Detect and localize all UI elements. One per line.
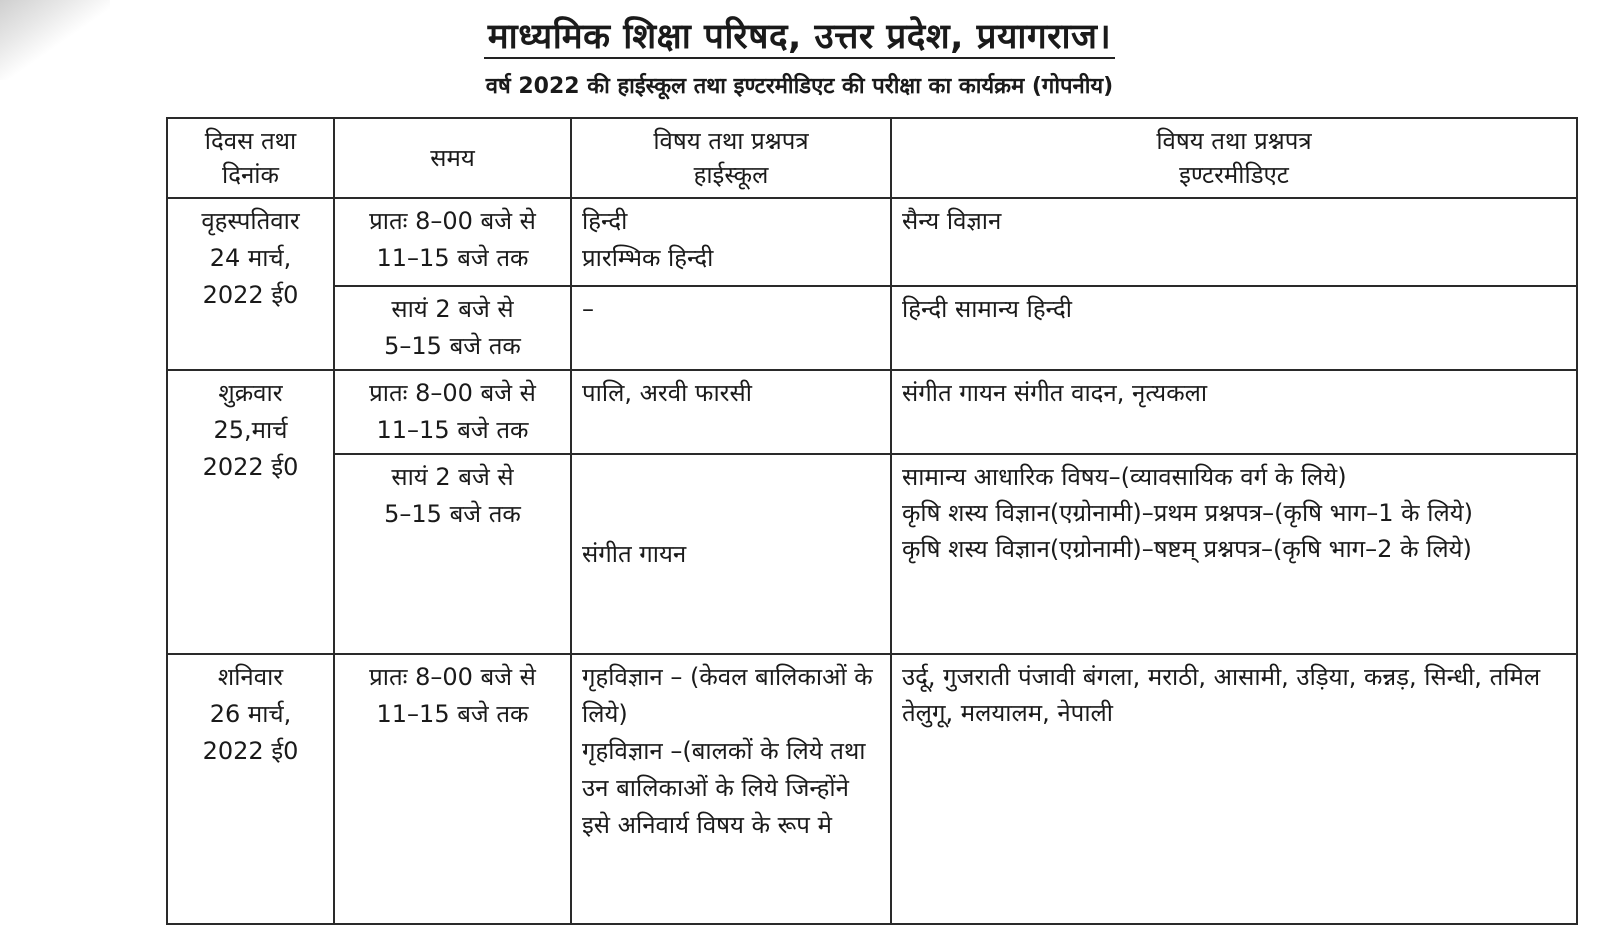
time-cell: प्रातः 8–00 बजे से 11–15 बजे तक bbox=[334, 654, 571, 924]
highschool-subject-cell: गृहविज्ञान – (केवल बालिकाओं के लिये) गृहविज्ञान –(बालकों के लिये तथा उन बालिकाओं के लिये जिन्होंने इसे अनिवार्य विषय के रूप मे bbox=[571, 654, 891, 924]
time-cell: प्रातः 8–00 बजे से 11–15 बजे तक bbox=[334, 198, 571, 286]
table-row bbox=[167, 286, 1577, 370]
header-intermediate: विषय तथा प्रश्नपत्र इण्टरमीडिएट bbox=[891, 118, 1577, 198]
intermediate-subject-cell: उर्दू, गुजराती पंजावी बंगला, मराठी, आसामी, उड़िया, कन्नड़, सिन्धी, तमिल तेलुगू, मलयालम, नेपाली bbox=[891, 654, 1577, 924]
highschool-subject-cell: हिन्दी प्रारम्भिक हिन्दी bbox=[571, 198, 891, 286]
highschool-subject-cell: पालि, अरवी फारसी bbox=[571, 370, 891, 454]
table-row bbox=[167, 198, 1577, 286]
day-cell-thursday: वृहस्पतिवार 24 मार्च, 2022 ई0 bbox=[167, 198, 334, 370]
table-row bbox=[167, 654, 1577, 924]
table-header-row bbox=[167, 118, 1577, 198]
time-cell: प्रातः 8–00 बजे से 11–15 बजे तक bbox=[334, 370, 571, 454]
intermediate-subject-cell: सामान्य आधारिक विषय–(व्यावसायिक वर्ग के लिये) कृषि शस्य विज्ञान(एग्रोनामी)–प्रथम प्रश्नपत्र–(कृषि भाग–1 के लिये) कृषि शस्य विज्ञान(एग्रोनामी)–षष्टम् प्रश्नपत्र–(कृषि भाग–2 के लिये) bbox=[891, 454, 1577, 654]
header-day-date: दिवस तथा दिनांक bbox=[167, 118, 334, 198]
intermediate-subject-cell: सैन्य विज्ञान bbox=[891, 198, 1577, 286]
time-cell: सायं 2 बजे से 5–15 बजे तक bbox=[334, 286, 571, 370]
highschool-subject-cell: – bbox=[571, 286, 891, 370]
header-time: समय bbox=[334, 118, 571, 198]
day-cell-saturday: शनिवार 26 मार्च, 2022 ई0 bbox=[167, 654, 334, 924]
intermediate-subject-cell: संगीत गायन संगीत वादन, नृत्यकला bbox=[891, 370, 1577, 454]
highschool-subject-cell: संगीत गायन bbox=[571, 454, 891, 654]
day-cell-friday: शुक्रवार 25,मार्च 2022 ई0 bbox=[167, 370, 334, 654]
time-cell: सायं 2 बजे से 5–15 बजे तक bbox=[334, 454, 571, 654]
table-row bbox=[167, 454, 1577, 654]
exam-schedule-table bbox=[166, 117, 1578, 925]
page-title: माध्यमिक शिक्षा परिषद, उत्तर प्रदेश, प्रयागराज। bbox=[0, 12, 1599, 59]
table-row bbox=[167, 370, 1577, 454]
page-subtitle: वर्ष 2022 की हाईस्कूल तथा इण्टरमीडिएट की परीक्षा का कार्यक्रम (गोपनीय) bbox=[485, 74, 1114, 99]
header-highschool: विषय तथा प्रश्नपत्र हाईस्कूल bbox=[571, 118, 891, 198]
intermediate-subject-cell: हिन्दी सामान्य हिन्दी bbox=[891, 286, 1577, 370]
